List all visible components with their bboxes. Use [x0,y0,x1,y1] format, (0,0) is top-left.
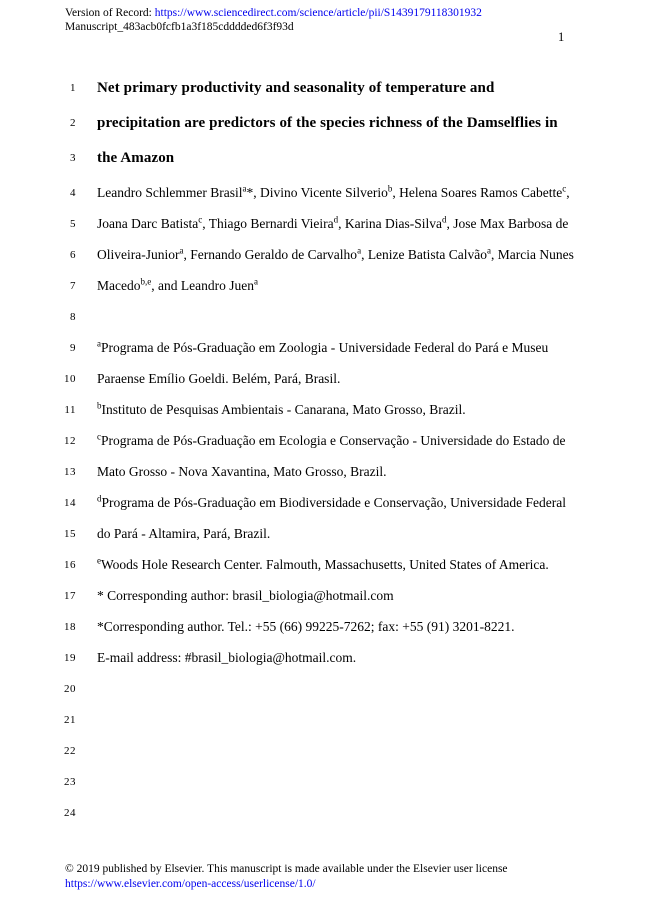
manuscript-body [0,80,663,836]
line-number: 18 [64,621,76,633]
manuscript-line [0,464,663,495]
manuscript-line [0,588,663,619]
line-number: 6 [70,249,76,261]
line-text: Net primary productivity and seasonality of temperature and [97,80,495,96]
page-number: 1 [558,30,565,44]
line-number: 14 [64,497,76,509]
line-number: 2 [70,117,76,129]
line-number: 15 [64,528,76,540]
manuscript-line [0,371,663,402]
license-link[interactable]: https://www.elsevier.com/open-access/userlicense/1.0/ [65,877,316,890]
manuscript-line [0,115,663,150]
manuscript-line [0,433,663,464]
manuscript-id: Manuscript_483acb0fcfb1a3f185cdddded6f3f93d [65,21,294,34]
line-number: 22 [64,745,76,757]
manuscript-line [0,247,663,278]
line-text: Macedo$^{b,e}$, and Leandro Juen$^a$ [97,276,258,293]
version-of-record-label: Version of Record: [65,7,155,19]
line-text: $^a$Programa de Pós-Graduação em Zoologia - Universidade Federal do Pará e Museu [97,338,549,355]
manuscript-line [0,526,663,557]
line-text: $^e$Woods Hole Research Center. Falmouth, Massachusetts, United States of America. [97,555,549,572]
line-number: 16 [64,559,76,571]
line-number: 4 [70,187,76,199]
line-text: do Pará - Altamira, Pará, Brazil. [97,526,271,541]
version-of-record-link[interactable]: https://www.sciencedirect.com/science/article/pii/S1439179118301932 [154,7,482,19]
line-text: * Corresponding author: brasil_biologia@hotmail.com [97,588,394,603]
manuscript-line [0,402,663,433]
line-text: E-mail address: #brasil_biologia@hotmail.com. [97,650,357,665]
line-number: 20 [64,683,76,695]
line-number: 12 [64,435,76,447]
line-text: *Corresponding author. Tel.: +55 (66) 99225-7262; fax: +55 (91) 3201-8221. [97,619,515,634]
manuscript-line [0,619,663,650]
page-footer [65,862,508,892]
manuscript-line [0,650,663,681]
line-text: $^b$Instituto de Pesquisas Ambientais - Canarana, Mato Grosso, Brazil. [97,400,466,417]
line-number: 8 [70,311,76,323]
manuscript-line [0,150,663,185]
line-number: 13 [64,466,76,478]
line-number: 1 [70,82,76,94]
manuscript-line [0,712,663,743]
line-text: Paraense Emílio Goeldi. Belém, Pará, Brasil. [97,371,341,386]
manuscript-line [0,557,663,588]
line-number: 3 [70,152,76,164]
line-text: Oliveira-Junior$^a$, Fernando Geraldo de Carvalho$^a$, Lenize Batista Calvão$^a$, Marcia Nunes [97,245,574,262]
page-header [65,6,482,35]
manuscript-line [0,340,663,371]
manuscript-line [0,743,663,774]
line-number: 10 [64,373,76,385]
line-text: precipitation are predictors of the species richness of the Damselflies in [97,115,558,131]
manuscript-line [0,216,663,247]
manuscript-line [0,495,663,526]
manuscript-line [0,681,663,712]
line-text: $^d$Programa de Pós-Graduação em Biodiversidade e Conservação, Universidade Federal [97,493,566,510]
manuscript-line [0,80,663,115]
line-text: $^c$Programa de Pós-Graduação em Ecologia e Conservação - Universidade do Estado de [97,431,566,448]
line-number: 21 [64,714,76,726]
line-number: 9 [70,342,76,354]
manuscript-line [0,774,663,805]
line-number: 19 [64,652,76,664]
line-text: the Amazon [97,150,175,166]
line-text: Joana Darc Batista$^c$, Thiago Bernardi Vieira$^d$, Karina Dias-Silva$^d$, Jose Max Barbosa de [97,214,569,231]
line-text: Leandro Schlemmer Brasil$^a$*, Divino Vicente Silverio$^b$, Helena Soares Ramos Cabette$^c$, [97,183,570,200]
manuscript-line [0,185,663,216]
line-number: 5 [70,218,76,230]
license-text: © 2019 published by Elsevier. This manuscript is made available under the Elsevier user license [65,863,508,875]
line-number: 11 [64,404,76,416]
line-number: 17 [64,590,76,602]
manuscript-line [0,309,663,340]
line-text: Mato Grosso - Nova Xavantina, Mato Grosso, Brazil. [97,464,387,479]
line-number: 24 [64,807,76,819]
version-of-record-line [65,6,482,20]
manuscript-line [0,805,663,836]
line-number: 23 [64,776,76,788]
line-number: 7 [70,280,76,292]
manuscript-line [0,278,663,309]
